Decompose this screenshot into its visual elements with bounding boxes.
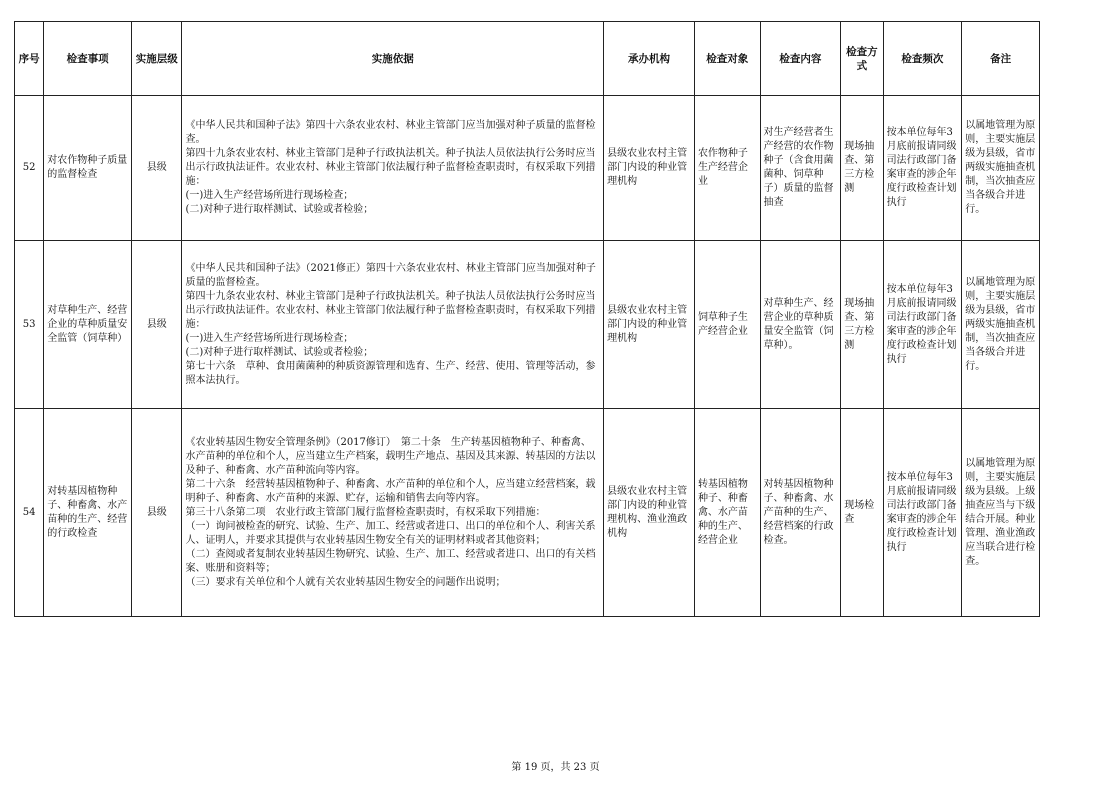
basis-line: 《中华人民共和国种子法》（2021修正）第四十六条农业农村、林业主管部门应当加强对种子质量的监督检查。: [185, 262, 596, 288]
row-method: 现场抽查、第三方检测: [841, 241, 883, 409]
basis-line: 第三十八条第二项 农业行政主管部门履行监督检查职责时，有权采取下列措施：: [185, 506, 546, 518]
table-row: [15, 409, 1040, 617]
row-remark: 以属地管理为原则，主要实施层级为县级，省市两级实施抽查机制，当次抽查应当各级合并进行。: [962, 241, 1040, 409]
row-target: 转基因植物种子、种畜禽、水产苗种的生产、经营企业: [694, 409, 760, 617]
basis-line: （二）查阅或者复制农业转基因生物研究、试验、生产、加工、经营或者进口、出口的有关档案、账册和资料等；: [185, 548, 596, 574]
row-agency: 县级农业农村主管部门内设的种业管理机构: [604, 96, 695, 241]
inspection-table: [14, 21, 1040, 617]
row-item: 对转基因植物种子、种畜禽、水产苗种的生产、经营的行政检查: [44, 409, 132, 617]
header-remark: 备注: [962, 22, 1040, 96]
row-method: 现场抽查、第三方检测: [841, 96, 883, 241]
basis-line: （三）要求有关单位和个人就有关农业转基因生物安全的问题作出说明；: [185, 576, 506, 588]
row-frequency: 按本单位每年3月底前报请同级司法行政部门备案审查的涉企年度行政检查计划执行: [883, 96, 962, 241]
basis-line: 第二十六条 经营转基因植物种子、种畜禽、水产苗种的单位和个人，应当建立经营档案，载明种子、种畜禽、水产苗种的来源、贮存，运输和销售去向等内容。: [185, 478, 596, 504]
basis-line: (二)对种子进行取样测试、试验或者检验；: [185, 346, 374, 358]
header-item: 检查事项: [44, 22, 132, 96]
basis-line: 《农业转基因生物安全管理条例》（2017修订） 第二十条 生产转基因植物种子、种畜禽、水产苗种的单位和个人，应当建立生产档案，载明生产地点、基因及其来源、转基因的方法以及种子、种畜禽、水产苗种流向等内容。: [185, 436, 596, 476]
header-level: 实施层级: [132, 22, 182, 96]
basis-line: （一）询问被检查的研究、试验、生产、加工、经营或者进口、出口的单位和个人、利害关系人、证明人，并要求其提供与农业转基因生物安全有关的证明材料或者其他资料；: [185, 520, 596, 546]
table-row: [15, 241, 1040, 409]
row-content: 对生产经营者生产经营的农作物种子（含食用菌菌种、饲草种子）质量的监督抽查: [760, 96, 841, 241]
row-basis: [182, 96, 604, 241]
row-item: 对农作物种子质量的监督检查: [44, 96, 132, 241]
row-level: 县级: [132, 96, 182, 241]
page-number: 第 19 页，共 23 页: [511, 762, 600, 773]
basis-line: (一)进入生产经营场所进行现场检查；: [185, 190, 354, 201]
row-frequency: 按本单位每年3月底前报请同级司法行政部门备案审查的涉企年度行政检查计划执行: [883, 409, 962, 617]
row-content: 对草种生产、经营企业的草种质量安全监管（饲草种）。: [760, 241, 841, 409]
row-content: 对转基因植物种子、种畜禽、水产苗种的生产、经营档案的行政检查。: [760, 409, 841, 617]
table-header-row: [15, 22, 1040, 96]
row-item: 对草种生产、经营企业的草种质量安全监管（饲草种）: [44, 241, 132, 409]
header-basis: 实施依据: [182, 22, 604, 96]
header-no: 序号: [15, 22, 44, 96]
row-method: 现场检查: [841, 409, 883, 617]
row-level: 县级: [132, 241, 182, 409]
row-basis: [182, 241, 604, 409]
row-remark: 以属地管理为原则，主要实施层级为县级，省市两级实施抽查机制，当次抽查应当各级合并进行。: [962, 96, 1040, 241]
row-no: 54: [15, 409, 44, 617]
header-frequency: 检查频次: [883, 22, 962, 96]
header-target: 检查对象: [694, 22, 760, 96]
basis-line: (二)对种子进行取样测试、试验或者检验；: [185, 204, 374, 215]
header-method: 检查方式: [841, 22, 883, 96]
row-remark: 以属地管理为原则，主要实施层级为县级。上级抽查应当与下级结合开展。种业管理、渔业渔政应当联合进行检查。: [962, 409, 1040, 617]
row-level: 县级: [132, 409, 182, 617]
row-agency: 县级农业农村主管部门内设的种业管理机构、渔业渔政机构: [604, 409, 695, 617]
row-agency: 县级农业农村主管部门内设的种业管理机构: [604, 241, 695, 409]
row-basis: [182, 409, 604, 617]
header-agency: 承办机构: [604, 22, 695, 96]
header-content: 检查内容: [760, 22, 841, 96]
row-no: 52: [15, 96, 44, 241]
table-row: [15, 96, 1040, 241]
basis-line: (一)进入生产经营场所进行现场检查；: [185, 332, 354, 344]
row-target: 农作物种子生产经营企业: [694, 96, 760, 241]
row-frequency: 按本单位每年3月底前报请同级司法行政部门备案审查的涉企年度行政检查计划执行: [883, 241, 962, 409]
basis-line: 第四十九条农业农村、林业主管部门是种子行政执法机关。种子执法人员依法执行公务时应当出示行政执法证件。农业农村、林业主管部门依法履行种子监督检查职责时，有权采取下列措施：: [185, 290, 596, 330]
basis-line: 第七十六条 草种、食用菌菌种的种质资源管理和选育、生产、经营、使用、管理等活动，参照本法执行。: [185, 360, 596, 386]
basis-line: 第四十九条农业农村、林业主管部门是种子行政执法机关。种子执法人员依法执行公务时应当出示行政执法证件。农业农村、林业主管部门依法履行种子监督检查职责时，有权采取下列措施：: [185, 148, 596, 187]
row-target: 饲草种子生产经营企业: [694, 241, 760, 409]
row-no: 53: [15, 241, 44, 409]
basis-line: 《中华人民共和国种子法》第四十六条农业农村、林业主管部门应当加强对种子质量的监督检查。: [185, 120, 596, 145]
